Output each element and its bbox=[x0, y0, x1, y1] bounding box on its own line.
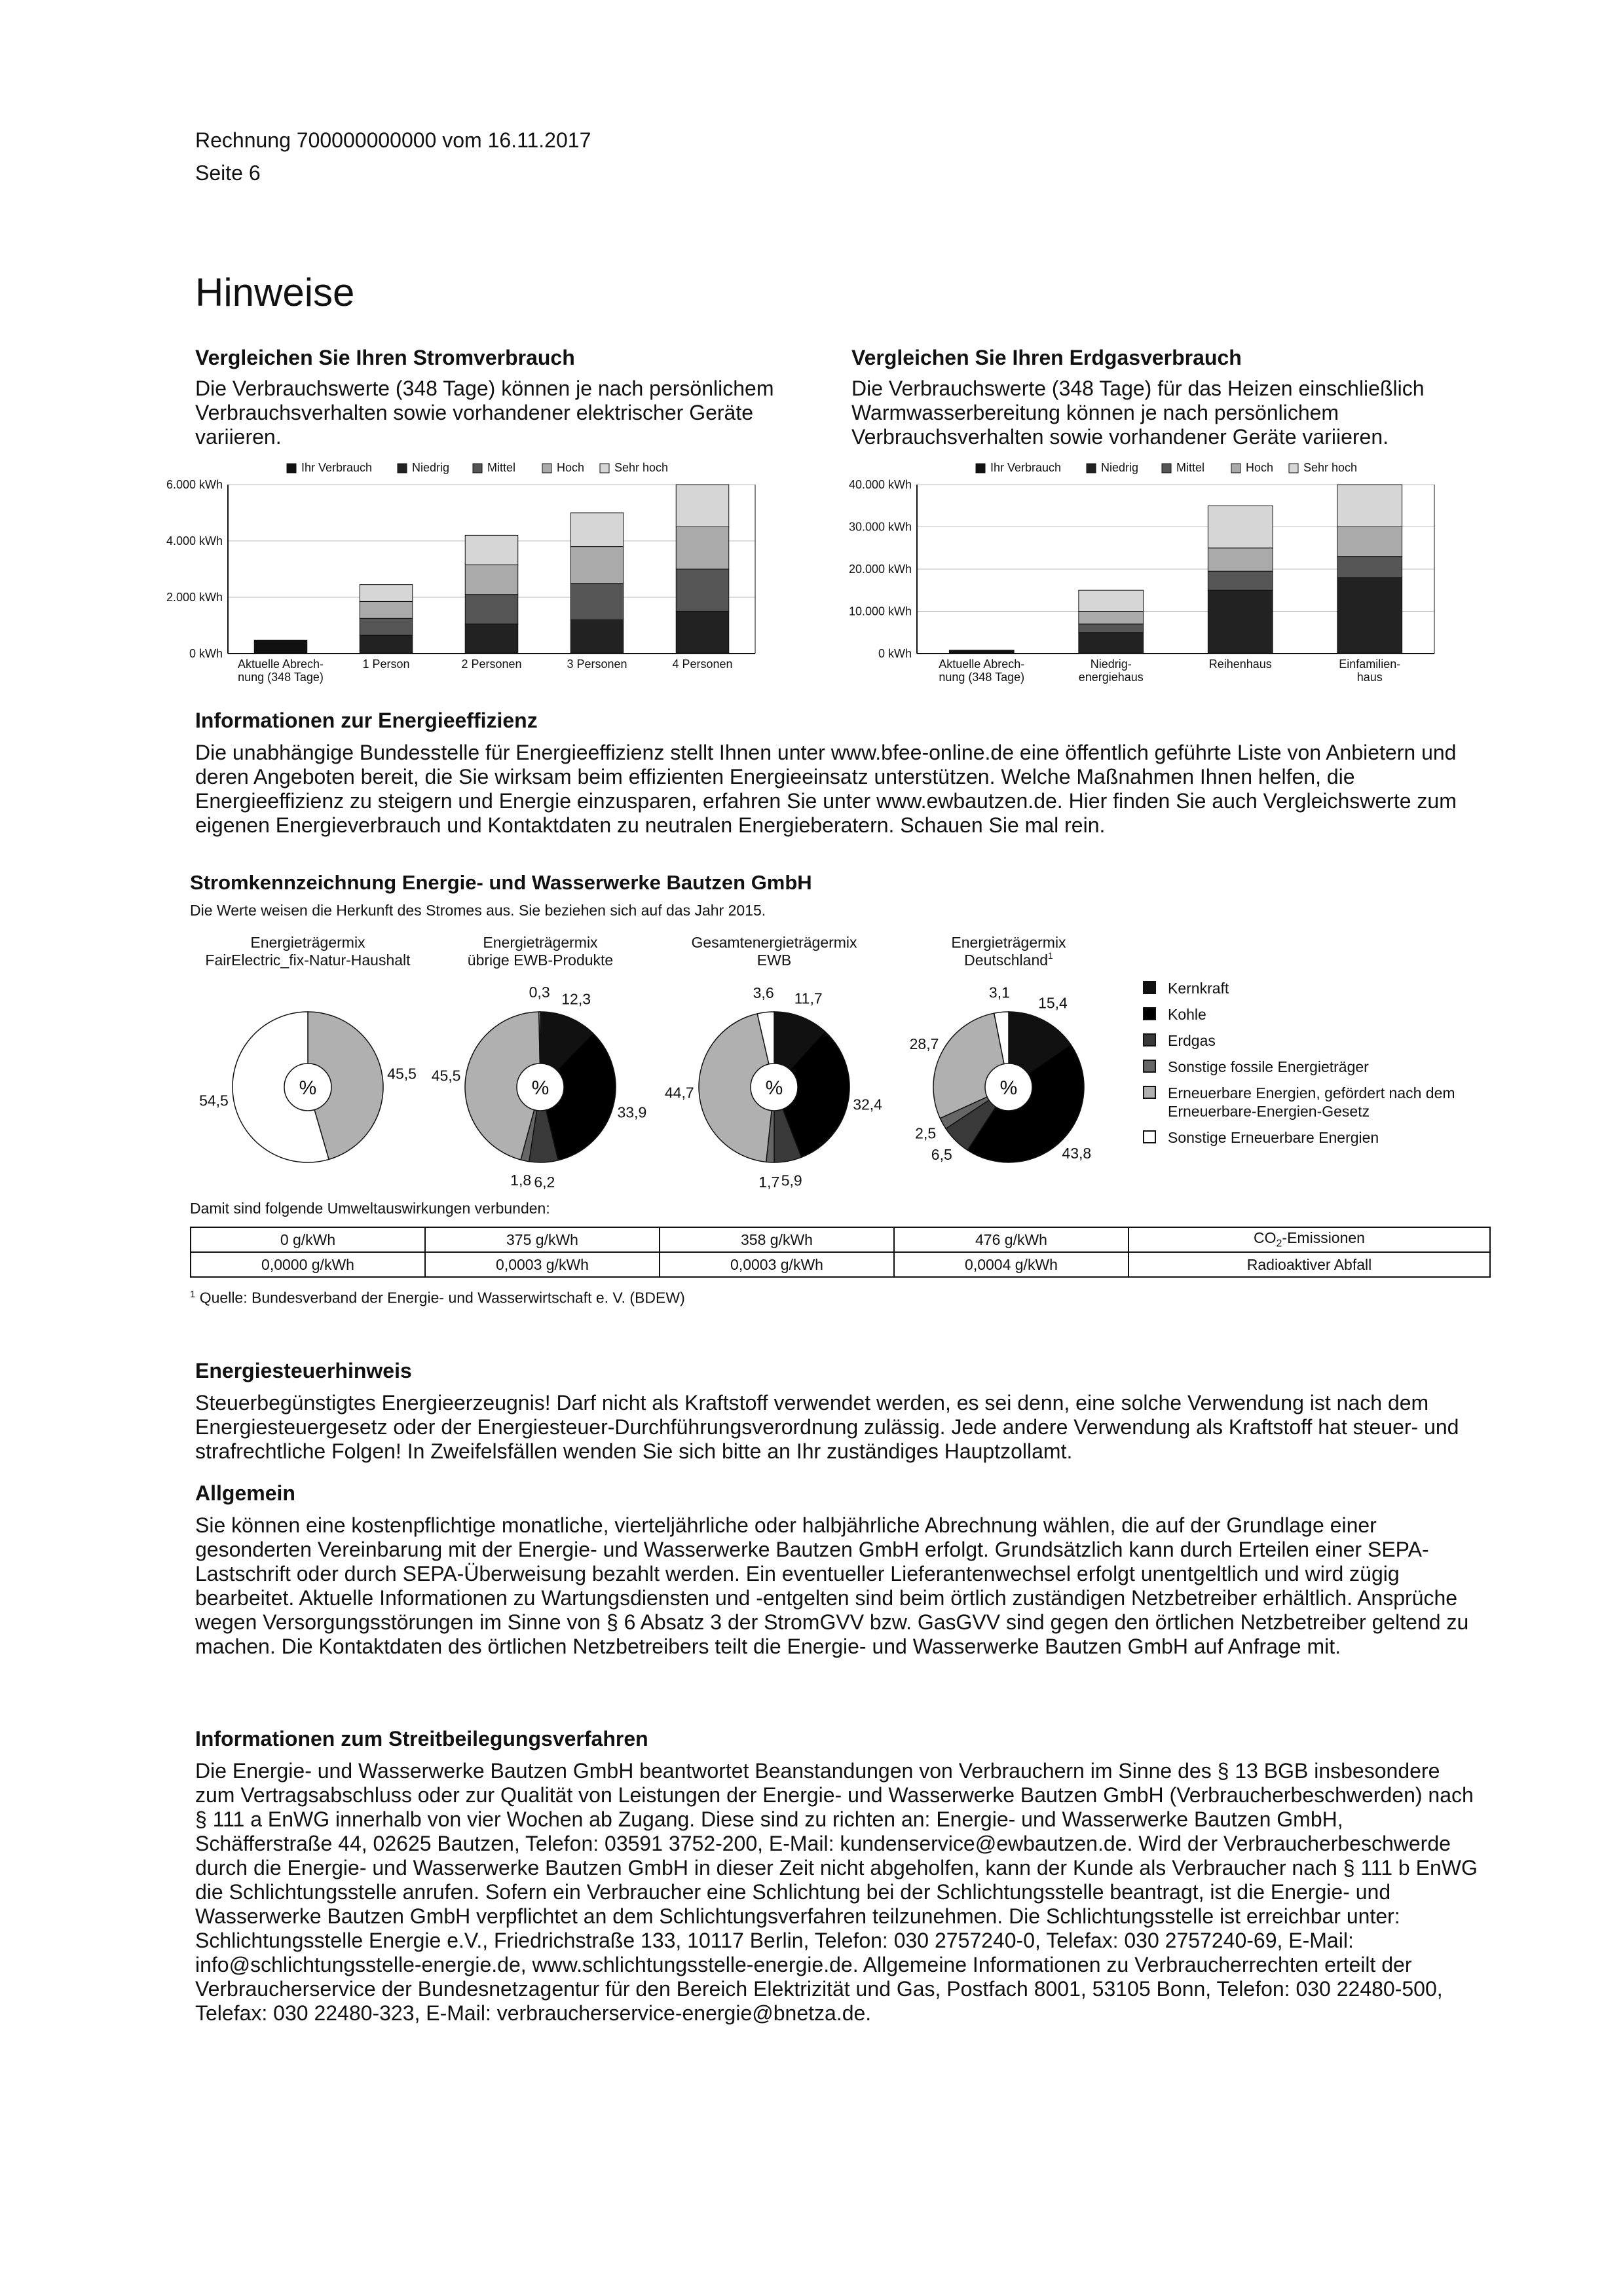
pie-title: Gesamtenergieträgermix bbox=[691, 934, 857, 951]
slice-label: 6,2 bbox=[534, 1173, 555, 1191]
center-label: % bbox=[531, 1077, 550, 1099]
legend-label: Niedrig bbox=[412, 461, 450, 474]
legend-sonstige-ee bbox=[1143, 1128, 1483, 1147]
kennzeichnung-title: Stromkennzeichnung Energie- und Wasserwerke Bautzen GmbH bbox=[190, 871, 812, 894]
slice-label: 33,9 bbox=[617, 1103, 647, 1121]
category-label: nung (348 Tage) bbox=[939, 671, 1025, 684]
bar-segment bbox=[1337, 578, 1402, 654]
pie-title: Deutschland$^1$ bbox=[964, 950, 1053, 969]
gas-title: Vergleichen Sie Ihren Erdgasverbrauch bbox=[851, 346, 1242, 369]
bar-segment bbox=[570, 583, 624, 620]
allgemein-section bbox=[195, 1481, 1479, 1659]
tick-label: 30.000 kWh bbox=[848, 520, 912, 534]
co2-label-cell: $CO_2$-Emissionen bbox=[1129, 1227, 1490, 1252]
legend-swatch bbox=[542, 464, 551, 473]
pie-legend bbox=[1143, 979, 1483, 1155]
table-cell: 0,0000 g/kWh bbox=[191, 1252, 425, 1277]
tick-label: 6.000 kWh bbox=[166, 478, 223, 491]
bar-segment bbox=[676, 485, 729, 527]
gas-text: Die Verbrauchswerte (348 Tage) für das Heizen einschließlich Warmwasserbereitung können je nach persönlichem Verbrauchsverhalten sowie vorhandener Geräte variieren. bbox=[851, 377, 1425, 449]
bar-segment bbox=[1208, 571, 1273, 590]
legend-swatch bbox=[1143, 1130, 1156, 1143]
legend-swatch bbox=[600, 464, 609, 473]
bar-segment bbox=[360, 618, 413, 635]
legend-swatch bbox=[1143, 1060, 1156, 1073]
bar-segment bbox=[1208, 506, 1273, 548]
legend-swatch bbox=[287, 464, 296, 473]
pie-title: Energieträgermix bbox=[483, 934, 598, 951]
legend-swatch bbox=[1143, 1033, 1156, 1046]
legend-label: Ihr Verbrauch bbox=[301, 461, 373, 474]
legend-label: Kohle bbox=[1168, 1006, 1206, 1023]
category-label: 2 Personen bbox=[461, 657, 522, 671]
bar-segment bbox=[360, 585, 413, 602]
bar-segment bbox=[676, 527, 729, 570]
table-cell: 375 g/kWh bbox=[425, 1227, 660, 1252]
strom-bar-chart bbox=[166, 458, 824, 694]
bar-segment bbox=[1337, 557, 1402, 578]
tick-label: 2.000 kWh bbox=[166, 591, 223, 604]
legend-swatch bbox=[1289, 464, 1298, 473]
legend-label: Sehr hoch bbox=[1303, 461, 1358, 474]
legend-label: Niedrig bbox=[1101, 461, 1139, 474]
category-label: Einfamilien- bbox=[1339, 657, 1401, 671]
bar-segment bbox=[570, 547, 624, 583]
bar-segment bbox=[1079, 590, 1144, 611]
category-label: Reihenhaus bbox=[1208, 657, 1272, 671]
bar-segment bbox=[949, 650, 1014, 654]
category-label: 4 Personen bbox=[672, 657, 733, 671]
footnote bbox=[190, 1289, 685, 1307]
legend-kohle bbox=[1143, 1005, 1483, 1024]
slice-label: 44,7 bbox=[664, 1084, 694, 1102]
bar-segment bbox=[570, 620, 624, 654]
streit-text: Die Energie- und Wasserwerke Bautzen GmbH beantwortet Beanstandungen von Verbrauchern im Sinne des § 13 BGB insbesondere zum Vertragsabschluss oder zur Qualität von Leistungen der Energie- und Wasserwerke Bautzen GmbH (Verbraucherbeschwerden) nach § 111 a EnWG innerhalb von vier Wochen ab Zugang. Diese sind zu richten an: Energie- und Wasserwerke Bautzen GmbH, Schäfferstraße 44, 02625 Bautzen, Telefon: 03591 3752-200, E-Mail: kundenservice@ewbautzen.de. Wird der Verbraucherbeschwerde durch die Energie- und Wasserwerke Bautzen GmbH in dieser Zeit nicht abgeholfen, kann der Kunde als Verbraucher nach § 111 b EnWG die Schlichtungsstelle anrufen. Sofern ein Verbraucher eine Schlichtung bei der Schlichtungsstelle beantragt, ist die Energie- und Wasserwerke Bautzen GmbH verpflichtet an dem Schlichtungsverfahren teilzunehmen. Die Schlichtungsstelle ist erreichbar unter: Schlichtungsstelle Energie e.V., Friedrichstraße 133, 10117 Berlin, Telefon: 030 2757240-0, Telefax: 030 2757240-69, E-Mail: info@schlichtungsstelle-energie.de, www.schlichtungsstelle-energie.de. Allgemeine Informationen zu Verbraucherrechten erteilt der Verbraucherservice der Bundesnetzagentur für den Bereich Elektrizität und Gas, Postfach 8001, 53105 Bonn, Telefon: 030 22480-500, Telefax: 030 22480-323, E-Mail: verbraucherservice-energie@bnetza.de. bbox=[195, 1759, 1478, 2025]
strom-title: Vergleichen Sie Ihren Stromverbrauch bbox=[195, 346, 575, 369]
gas-section bbox=[851, 346, 1480, 449]
bar-segment bbox=[360, 635, 413, 654]
legend-swatch bbox=[976, 464, 985, 473]
legend-swatch bbox=[1231, 464, 1241, 473]
strom-section bbox=[195, 346, 824, 449]
bar-segment bbox=[570, 513, 624, 547]
steuer-title: Energiesteuerhinweis bbox=[195, 1359, 412, 1382]
legend-swatch bbox=[1143, 1086, 1156, 1099]
page-title: Hinweise bbox=[195, 270, 355, 314]
category-label: 1 Person bbox=[362, 657, 410, 671]
tick-label: 40.000 kWh bbox=[848, 478, 912, 491]
bar-segment bbox=[1208, 590, 1273, 654]
table-cell: 476 g/kWh bbox=[894, 1227, 1129, 1252]
bar-segment bbox=[465, 595, 518, 624]
slice-label: 3,6 bbox=[753, 984, 774, 1001]
bar-segment bbox=[465, 624, 518, 654]
legend-swatch bbox=[1143, 981, 1156, 994]
pie-title: übrige EWB-Produkte bbox=[467, 952, 614, 969]
table-cell: 358 g/kWh bbox=[660, 1227, 894, 1252]
category-label: Aktuelle Abrech- bbox=[939, 657, 1025, 671]
slice-label: 3,1 bbox=[988, 984, 1010, 1001]
bar-segment bbox=[1208, 548, 1273, 571]
pie-title: Energieträgermix bbox=[951, 934, 1066, 951]
footnote-mark: 1 bbox=[190, 1289, 196, 1300]
slice-label: 28,7 bbox=[909, 1035, 939, 1052]
legend-label: Mittel bbox=[1176, 461, 1205, 474]
category-label: 3 Personen bbox=[567, 657, 627, 671]
tick-label: 10.000 kWh bbox=[848, 604, 912, 618]
bar-segment bbox=[1079, 624, 1144, 633]
kennzeichnung-subtitle: Die Werte weisen die Herkunft des Stromes aus. Sie beziehen sich auf das Jahr 2015. bbox=[190, 902, 766, 919]
slice-label: 11,7 bbox=[794, 990, 823, 1007]
slice-label: 0,3 bbox=[529, 984, 550, 1001]
legend-label: Sonstige Erneuerbare Energien bbox=[1168, 1129, 1379, 1146]
pie-title: EWB bbox=[756, 952, 792, 969]
bar-segment bbox=[1079, 633, 1144, 654]
invoice-number: Rechnung 700000000000 vom 16.11.2017 bbox=[195, 128, 591, 152]
legend-label: Kernkraft bbox=[1168, 980, 1229, 997]
effizienz-title: Informationen zur Energieeffizienz bbox=[195, 709, 538, 732]
legend-label: Mittel bbox=[487, 461, 516, 474]
slice-label: 1,7 bbox=[758, 1173, 780, 1191]
slice-label: 45,5 bbox=[387, 1065, 417, 1083]
umwelt-label: Damit sind folgende Umweltauswirkungen verbunden: bbox=[190, 1200, 550, 1217]
slice-label: 45,5 bbox=[431, 1067, 461, 1084]
legend-swatch bbox=[398, 464, 407, 473]
emissions-table bbox=[190, 1227, 1491, 1278]
bar-segment bbox=[465, 565, 518, 595]
streit-title: Informationen zum Streitbeilegungsverfahren bbox=[195, 1727, 648, 1750]
slice-label: 6,5 bbox=[931, 1145, 952, 1163]
slice-label: 12,3 bbox=[561, 990, 591, 1008]
legend-label: Erneuerbare Energien, gefördert nach dem Erneuerbare-Energien-Gesetz bbox=[1168, 1084, 1455, 1120]
footnote-text: Quelle: Bundesverband der Energie- und Wasserwirtschaft e. V. (BDEW) bbox=[199, 1289, 685, 1306]
steuer-section bbox=[195, 1359, 1479, 1464]
category-label: Aktuelle Abrech- bbox=[237, 657, 324, 671]
bar-segment bbox=[1079, 612, 1144, 624]
strom-text: Die Verbrauchswerte (348 Tage) können je nach persönlichem Verbrauchsverhalten sowie vorhandener elektrischer Geräte variieren. bbox=[195, 377, 774, 449]
center-label: % bbox=[765, 1077, 783, 1099]
tick-label: 20.000 kWh bbox=[848, 563, 912, 576]
bar-segment bbox=[676, 612, 729, 654]
tick-label: 4.000 kWh bbox=[166, 534, 223, 547]
pie-title: FairElectric_fix-Natur-Haushalt bbox=[205, 952, 411, 969]
slice-label: 2,5 bbox=[915, 1124, 937, 1142]
table-cell: 0,0003 g/kWh bbox=[425, 1252, 660, 1277]
slice-label: 54,5 bbox=[199, 1092, 229, 1109]
steuer-text: Steuerbegünstigtes Energieerzeugnis! Darf nicht als Kraftstoff verwendet werden, es sei denn, eine solche Verwendung ist nach dem Energiesteuergesetz oder der Energiesteuer-Durchführungsverordnung zulässig. Jede andere Verwendung als Kraftstoff hat steuer- und strafrechtliche Folgen! In Zweifelsfällen wenden Sie sich bitte an Ihr zuständiges Hauptzollamt. bbox=[195, 1391, 1459, 1463]
legend-label: Hoch bbox=[557, 461, 585, 474]
emissions-table-wrap bbox=[190, 1227, 1491, 1278]
legend-swatch bbox=[1162, 464, 1171, 473]
effizienz-section bbox=[195, 709, 1479, 838]
center-label: % bbox=[299, 1077, 317, 1099]
slice-label: 1,8 bbox=[510, 1171, 532, 1189]
slice-label: 32,4 bbox=[853, 1096, 882, 1113]
legend-label: Sonstige fossile Energieträger bbox=[1168, 1058, 1369, 1075]
legend-swatch bbox=[1087, 464, 1096, 473]
center-label: % bbox=[999, 1077, 1018, 1099]
legend-label: Erdgas bbox=[1168, 1032, 1216, 1049]
bar-segment bbox=[1337, 485, 1402, 527]
category-label: energiehaus bbox=[1078, 671, 1144, 684]
slice-label: 43,8 bbox=[1062, 1145, 1092, 1162]
table-cell: Radioaktiver Abfall bbox=[1129, 1252, 1490, 1277]
gas-bar-chart bbox=[845, 458, 1474, 694]
legend-kernkraft bbox=[1143, 979, 1483, 997]
slice-label: 15,4 bbox=[1038, 994, 1068, 1012]
pie-charts bbox=[190, 933, 1120, 1195]
legend-fossil bbox=[1143, 1058, 1483, 1076]
legend-eeg bbox=[1143, 1084, 1483, 1120]
bar-segment bbox=[465, 535, 518, 565]
legend-erdgas bbox=[1143, 1031, 1483, 1050]
pie-title-sup: 1 bbox=[1048, 950, 1053, 961]
tick-label: 0 kWh bbox=[878, 647, 912, 660]
streit-section bbox=[195, 1727, 1479, 2026]
category-label: nung (348 Tage) bbox=[238, 671, 324, 684]
table-row bbox=[191, 1227, 1490, 1252]
table-cell: 0,0003 g/kWh bbox=[660, 1252, 894, 1277]
bar-segment bbox=[360, 601, 413, 618]
effizienz-text: Die unabhängige Bundesstelle für Energieeffizienz stellt Ihnen unter www.bfee-online.de eine öffentlich geführte Liste von Anbietern und deren Angeboten bereit, die Sie wirksam beim effizienten Energieeinsatz unterstützen. Welche Maßnahmen Ihnen helfen, die Energieeffizienz zu steigern und Energie einzusparen, erfahren Sie unter www.ewbautzen.de. Hier finden Sie auch Vergleichswerte zum eigenen Energieverbrauch und Kontaktdaten zu neutralen Energieberatern. Schauen Sie mal rein. bbox=[195, 741, 1457, 837]
category-label: Niedrig- bbox=[1090, 657, 1132, 671]
table-cell: 0 g/kWh bbox=[191, 1227, 425, 1252]
legend-swatch bbox=[473, 464, 482, 473]
tick-label: 0 kWh bbox=[189, 647, 223, 660]
category-label: haus bbox=[1356, 671, 1383, 684]
table-cell: 0,0004 g/kWh bbox=[894, 1252, 1129, 1277]
bar-segment bbox=[254, 640, 307, 654]
legend-swatch bbox=[1143, 1007, 1156, 1020]
pie-title: Energieträgermix bbox=[250, 934, 365, 951]
page-number: Seite 6 bbox=[195, 161, 261, 185]
bar-segment bbox=[676, 569, 729, 612]
pie-chart-area bbox=[190, 933, 1120, 1198]
allgemein-text: Sie können eine kostenpflichtige monatliche, vierteljährliche oder halbjährliche Abrechnung wählen, die auf der Grundlage einer gesonderten Vereinbarung mit der Energie- und Wasserwerke Bautzen GmbH erfolgt. Grundsätzlich kann durch Erteilen einer SEPA-Lastschrift oder durch SEPA-Überweisung bezahlt werden. Ein eventueller Lieferantenwechsel erfolgt unentgeltlich und wird zügig bearbeitet. Aktuelle Informationen zu Wartungsdiensten und -entgelten sind beim örtlich zuständigen Netzbetreiber erhältlich. Ansprüche wegen Versorgungsstörungen im Sinne von § 6 Absatz 3 der StromGVV bzw. GasGVV sind gegen den örtlichen Netzbetreiber geltend zu machen. Die Kontaktdaten des örtlichen Netzbetreibers teilt die Energie- und Wasserwerke Bautzen GmbH auf Anfrage mit. bbox=[195, 1513, 1469, 1658]
bar-segment bbox=[1337, 527, 1402, 557]
slice-label: 5,9 bbox=[781, 1172, 802, 1189]
allgemein-title: Allgemein bbox=[195, 1481, 295, 1505]
legend-label: Ihr Verbrauch bbox=[990, 461, 1062, 474]
legend-label: Sehr hoch bbox=[614, 461, 669, 474]
table-row bbox=[191, 1252, 1490, 1277]
legend-label: Hoch bbox=[1246, 461, 1274, 474]
